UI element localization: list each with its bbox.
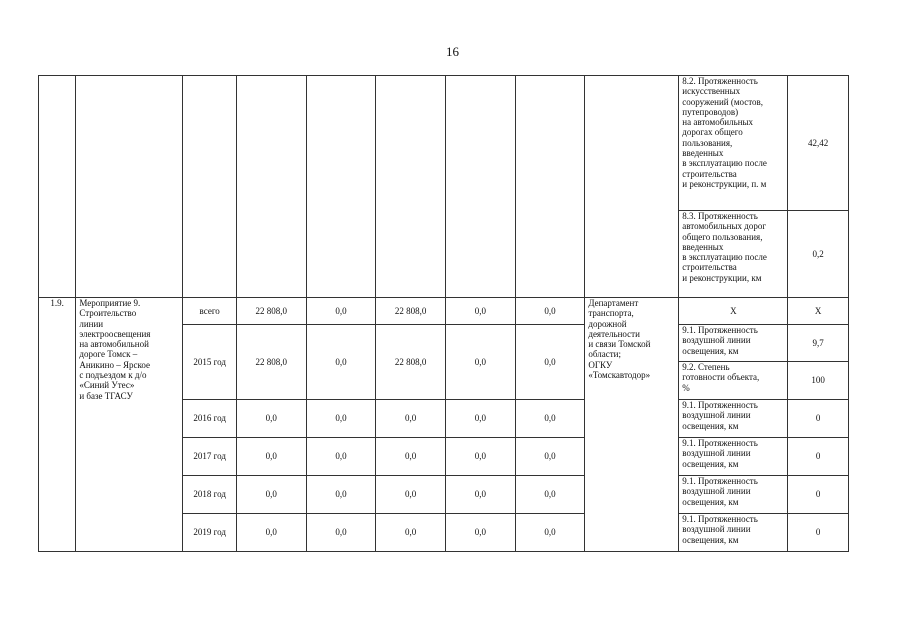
value-cell: 0,0 xyxy=(515,298,585,325)
value-cell: 0,0 xyxy=(515,476,585,514)
value-cell: 0,0 xyxy=(236,438,306,476)
item-name: Мероприятие 9. Строительство линии электроосвещения на автомобильной дороге Томск – Аникино – Ярское с подъездом к д/о «Синий Утес» и базе ТГАСУ xyxy=(76,298,183,552)
cell-empty xyxy=(445,76,515,298)
value-cell: 22 808,0 xyxy=(376,298,446,325)
value-cell: 0,0 xyxy=(236,476,306,514)
value-cell: 0,0 xyxy=(445,298,515,325)
value-cell: 0,0 xyxy=(306,400,376,438)
value-cell: 22 808,0 xyxy=(236,298,306,325)
value-cell: 0,0 xyxy=(445,514,515,552)
indicator-8-3-value: 0,2 xyxy=(788,211,849,298)
value-cell: 0,0 xyxy=(236,514,306,552)
value-cell: 0,0 xyxy=(306,325,376,400)
item-number: 1.9. xyxy=(39,298,76,552)
cell-empty xyxy=(183,76,237,298)
period-label: 2015 год xyxy=(183,325,237,400)
indicator-8-2: 8.2. Протяженность искусственных сооружений (мостов, путепроводов) на автомобильных дорогах общего пользования, введенных в эксплуатацию после строительства и реконструкции, п. м xyxy=(679,76,788,211)
program-table xyxy=(38,75,849,552)
executor: Департамент транспорта, дорожной деятельности и связи Томской области; ОГКУ «Томскавтодор» xyxy=(585,298,679,552)
value-cell: 0,0 xyxy=(306,438,376,476)
indicator-value: 9,7 xyxy=(788,325,849,362)
indicator-value: 100 xyxy=(788,362,849,400)
cell-empty xyxy=(236,76,306,298)
cell-empty xyxy=(515,76,585,298)
period-label: 2017 год xyxy=(183,438,237,476)
period-label: 2019 год xyxy=(183,514,237,552)
indicator-cell: 9.1. Протяженность воздушной линии освещения, км xyxy=(679,438,788,476)
value-cell: 0,0 xyxy=(306,514,376,552)
cell-empty xyxy=(39,76,76,298)
value-cell: 0,0 xyxy=(376,400,446,438)
value-cell: 0,0 xyxy=(515,438,585,476)
indicator-cell: 9.1. Протяженность воздушной линии освещения, км xyxy=(679,514,788,552)
value-cell: 22 808,0 xyxy=(236,325,306,400)
cell-empty xyxy=(376,76,446,298)
indicator-cell: 9.1. Протяженность воздушной линии освещения, км xyxy=(679,325,788,362)
value-cell: 0,0 xyxy=(445,438,515,476)
value-cell: 0,0 xyxy=(376,476,446,514)
value-cell: 0,0 xyxy=(445,400,515,438)
period-label: всего xyxy=(183,298,237,325)
value-cell: 0,0 xyxy=(376,514,446,552)
value-cell: 0,0 xyxy=(376,438,446,476)
table-row xyxy=(39,76,849,211)
table-row xyxy=(39,298,849,325)
cell-empty xyxy=(585,76,679,298)
period-label: 2018 год xyxy=(183,476,237,514)
cell-empty xyxy=(76,76,183,298)
indicator-value: 0 xyxy=(788,476,849,514)
indicator-value: 0 xyxy=(788,514,849,552)
indicator-value: 0 xyxy=(788,400,849,438)
value-cell: 0,0 xyxy=(515,400,585,438)
value-cell: 0,0 xyxy=(445,325,515,400)
value-cell: 0,0 xyxy=(236,400,306,438)
cell-empty xyxy=(306,76,376,298)
page-number: 16 xyxy=(446,44,459,59)
value-cell: 0,0 xyxy=(515,514,585,552)
value-cell: 0,0 xyxy=(306,476,376,514)
indicator-value: 0 xyxy=(788,438,849,476)
period-label: 2016 год xyxy=(183,400,237,438)
indicator-8-3: 8.3. Протяженность автомобильных дорог общего пользования, введенных в эксплуатацию после строительства и реконструкции, км xyxy=(679,211,788,298)
indicator-8-2-value: 42,42 xyxy=(788,76,849,211)
value-cell: 0,0 xyxy=(306,298,376,325)
indicator-value: X xyxy=(788,298,849,325)
indicator-cell: 9.1. Протяженность воздушной линии освещения, км xyxy=(679,476,788,514)
indicator-cell: 9.1. Протяженность воздушной линии освещения, км xyxy=(679,400,788,438)
value-cell: 22 808,0 xyxy=(376,325,446,400)
indicator-cell: 9.2. Степень готовности объекта, % xyxy=(679,362,788,400)
value-cell: 0,0 xyxy=(515,325,585,400)
indicator-cell: X xyxy=(679,298,788,325)
value-cell: 0,0 xyxy=(445,476,515,514)
